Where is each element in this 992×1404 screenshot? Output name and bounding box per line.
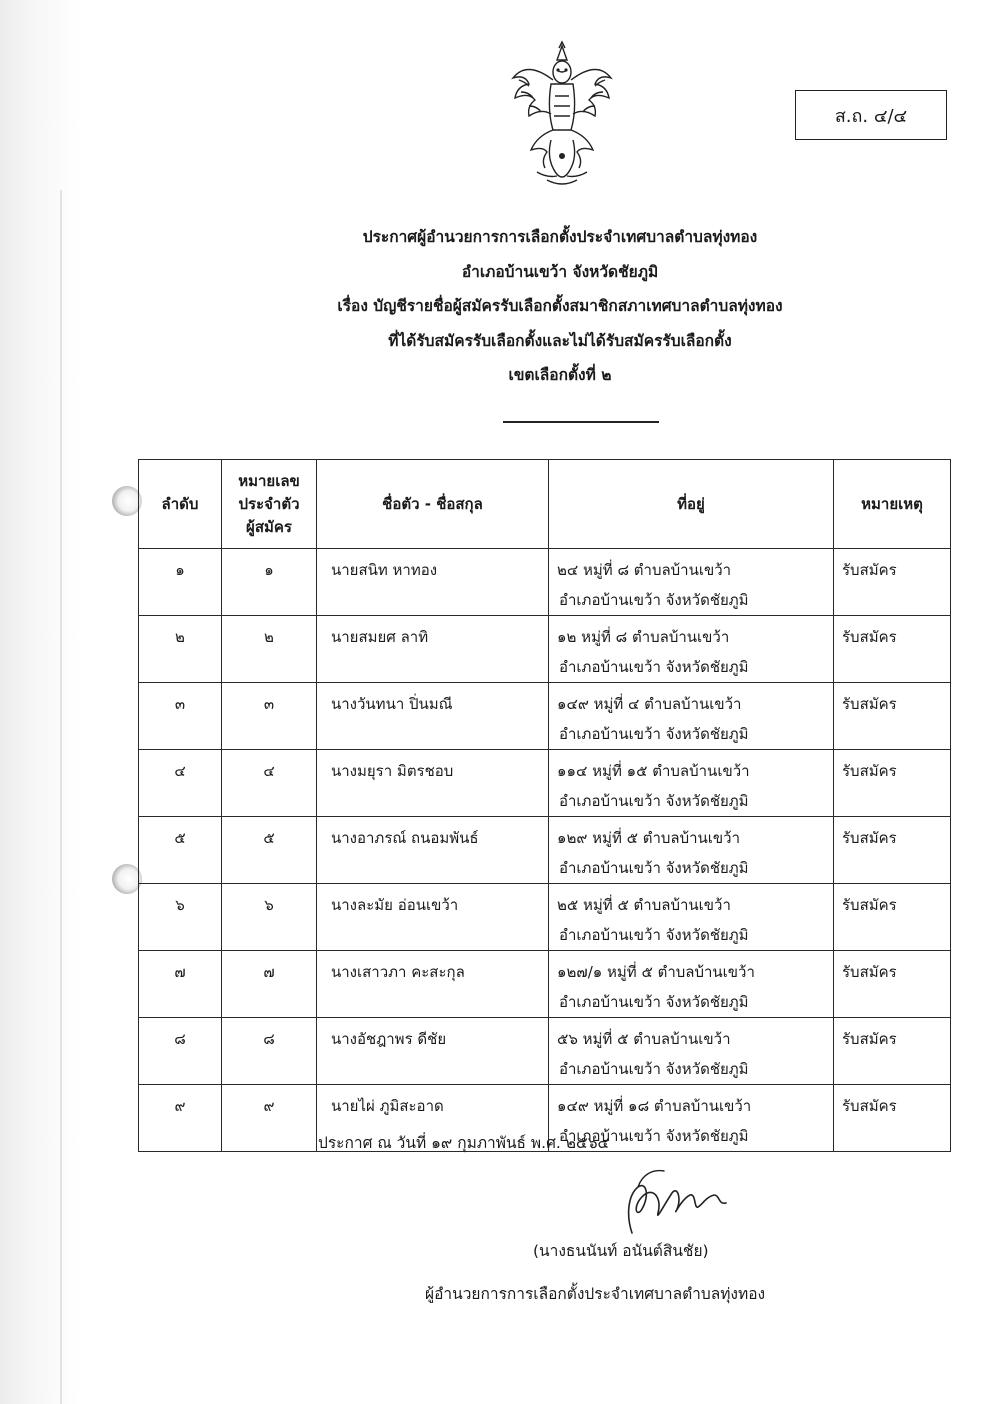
row-name: นางละมัย อ่อนเขว้า bbox=[317, 884, 549, 951]
row-order: ๓ bbox=[139, 683, 222, 750]
table-row bbox=[139, 616, 951, 683]
paper-fold-line bbox=[60, 190, 62, 1404]
header-address: ที่อยู่ bbox=[549, 460, 834, 549]
row-address-line-1: ๑๒๗/๑ หมู่ที่ ๕ ตำบลบ้านเขว้า bbox=[557, 963, 755, 981]
row-order: ๑ bbox=[139, 549, 222, 616]
row-candidate-number: ๑ bbox=[222, 549, 317, 616]
header-number-line-3: ผู้สมัคร bbox=[246, 517, 292, 536]
signer-name: (นางธนนันท์ อนันต์สินชัย) bbox=[533, 1242, 709, 1260]
row-candidate-number: ๙ bbox=[222, 1085, 317, 1152]
row-candidate-number: ๓ bbox=[222, 683, 317, 750]
row-name: นายสนิท หาทอง bbox=[317, 549, 549, 616]
row-note: รับสมัคร bbox=[834, 1018, 951, 1085]
row-note: รับสมัคร bbox=[834, 549, 951, 616]
heading-line-3: เรื่อง บัญชีรายชื่อผู้สมัครรับเลือกตั้งสมาชิกสภาเทศบาลตำบลทุ่งทอง bbox=[337, 297, 783, 315]
row-candidate-number: ๗ bbox=[222, 951, 317, 1018]
row-candidate-number: ๔ bbox=[222, 750, 317, 817]
row-address bbox=[549, 1018, 834, 1085]
row-name: นางอาภรณ์ ถนอมพันธ์ bbox=[317, 817, 549, 884]
row-address-line-2: อำเภอบ้านเขว้า จังหวัดชัยภูมิ bbox=[559, 926, 749, 944]
row-note: รับสมัคร bbox=[834, 951, 951, 1018]
row-address-line-1: ๑๒๙ หมู่ที่ ๕ ตำบลบ้านเขว้า bbox=[557, 829, 741, 847]
row-address-line-1: ๕๖ หมู่ที่ ๕ ตำบลบ้านเขว้า bbox=[557, 1030, 731, 1048]
heading-line-1: ประกาศผู้อำนวยการการเลือกตั้งประจำเทศบาลตำบลทุ่งทอง bbox=[362, 228, 758, 246]
row-order: ๔ bbox=[139, 750, 222, 817]
heading-line-5: เขตเลือกตั้งที่ ๒ bbox=[508, 366, 612, 384]
header-name: ชื่อตัว - ชื่อสกุล bbox=[317, 460, 549, 549]
table-row bbox=[139, 750, 951, 817]
row-candidate-number: ๒ bbox=[222, 616, 317, 683]
row-note: รับสมัคร bbox=[834, 683, 951, 750]
row-address-line-2: อำเภอบ้านเขว้า จังหวัดชัยภูมิ bbox=[559, 993, 749, 1011]
row-candidate-number: ๕ bbox=[222, 817, 317, 884]
row-address bbox=[549, 951, 834, 1018]
row-address-line-1: ๑๒ หมู่ที่ ๘ ตำบลบ้านเขว้า bbox=[557, 628, 730, 646]
row-address bbox=[549, 616, 834, 683]
table-row bbox=[139, 951, 951, 1018]
row-address bbox=[549, 750, 834, 817]
row-address-line-2: อำเภอบ้านเขว้า จังหวัดชัยภูมิ bbox=[559, 658, 749, 676]
row-order: ๙ bbox=[139, 1085, 222, 1152]
scan-edge-shadow bbox=[0, 0, 80, 1404]
handwritten-signature bbox=[602, 1165, 732, 1237]
row-address-line-1: ๒๕ หมู่ที่ ๕ ตำบลบ้านเขว้า bbox=[557, 896, 731, 914]
row-candidate-number: ๘ bbox=[222, 1018, 317, 1085]
row-name: นางมยุรา มิตรชอบ bbox=[317, 750, 549, 817]
row-name: นางวันทนา ปิ่นมณี bbox=[317, 683, 549, 750]
row-order: ๘ bbox=[139, 1018, 222, 1085]
row-order: ๖ bbox=[139, 884, 222, 951]
signer-title: ผู้อำนวยการการเลือกตั้งประจำเทศบาลตำบลทุ่งทอง bbox=[425, 1285, 766, 1303]
row-order: ๕ bbox=[139, 817, 222, 884]
row-address bbox=[549, 884, 834, 951]
table-row bbox=[139, 549, 951, 616]
table-row bbox=[139, 1018, 951, 1085]
row-address-line-2: อำเภอบ้านเขว้า จังหวัดชัยภูมิ bbox=[559, 859, 749, 877]
announcement-date: ประกาศ ณ วันที่ ๑๙ กุมภาพันธ์ พ.ศ. ๒๕๖๔ bbox=[318, 1134, 610, 1152]
row-address-line-2: อำเภอบ้านเขว้า จังหวัดชัยภูมิ bbox=[559, 725, 749, 743]
row-order: ๗ bbox=[139, 951, 222, 1018]
row-note: รับสมัคร bbox=[834, 884, 951, 951]
row-address bbox=[549, 817, 834, 884]
header-candidate-number bbox=[222, 460, 317, 549]
row-address-line-2: อำเภอบ้านเขว้า จังหวัดชัยภูมิ bbox=[559, 792, 749, 810]
row-address-line-1: ๑๑๔ หมู่ที่ ๑๕ ตำบลบ้านเขว้า bbox=[557, 762, 750, 780]
garuda-emblem bbox=[507, 40, 617, 190]
heading-underline bbox=[503, 421, 659, 423]
row-name: นายไผ่ ภูมิสะอาด bbox=[317, 1085, 549, 1152]
row-name: นางเสาวภา คะสะกุล bbox=[317, 951, 549, 1018]
row-name: นางอัชฎาพร ดีชัย bbox=[317, 1018, 549, 1085]
row-name: นายสมยศ ลาทิ bbox=[317, 616, 549, 683]
row-note: รับสมัคร bbox=[834, 817, 951, 884]
row-note: รับสมัคร bbox=[834, 750, 951, 817]
row-note: รับสมัคร bbox=[834, 1085, 951, 1152]
header-number-line-1: หมายเลข bbox=[238, 471, 300, 490]
row-address-line-1: ๑๔๙ หมู่ที่ ๔ ตำบลบ้านเขว้า bbox=[557, 695, 742, 713]
heading-line-4: ที่ได้รับสมัครรับเลือกตั้งและไม่ได้รับสมัครรับเลือกตั้ง bbox=[388, 331, 732, 350]
table-header-row bbox=[139, 460, 951, 549]
form-code-box bbox=[795, 90, 947, 140]
row-address bbox=[549, 549, 834, 616]
table-row bbox=[139, 884, 951, 951]
announcement-heading bbox=[270, 220, 850, 393]
row-address-line-2: อำเภอบ้านเขว้า จังหวัดชัยภูมิ bbox=[559, 1060, 749, 1078]
row-address-line-1: ๑๔๙ หมู่ที่ ๑๘ ตำบลบ้านเขว้า bbox=[557, 1097, 752, 1115]
header-number-line-2: ประจำตัว bbox=[238, 494, 300, 513]
row-address-line-2: อำเภอบ้านเขว้า จังหวัดชัยภูมิ bbox=[559, 591, 749, 609]
header-note: หมายเหตุ bbox=[834, 460, 951, 549]
row-address bbox=[549, 683, 834, 750]
row-address-line-1: ๒๔ หมู่ที่ ๘ ตำบลบ้านเขว้า bbox=[557, 561, 732, 579]
row-address-line-2: อำเภอบ้านเขว้า จังหวัดชัยภูมิ bbox=[559, 1127, 749, 1145]
row-order: ๒ bbox=[139, 616, 222, 683]
heading-line-2: อำเภอบ้านเขว้า จังหวัดชัยภูมิ bbox=[461, 262, 659, 281]
header-order: ลำดับ bbox=[139, 460, 222, 549]
table-row bbox=[139, 817, 951, 884]
row-candidate-number: ๖ bbox=[222, 884, 317, 951]
candidate-table bbox=[138, 459, 951, 1152]
table-row bbox=[139, 683, 951, 750]
form-code: ส.ถ. ๔/๔ bbox=[834, 105, 908, 127]
row-note: รับสมัคร bbox=[834, 616, 951, 683]
